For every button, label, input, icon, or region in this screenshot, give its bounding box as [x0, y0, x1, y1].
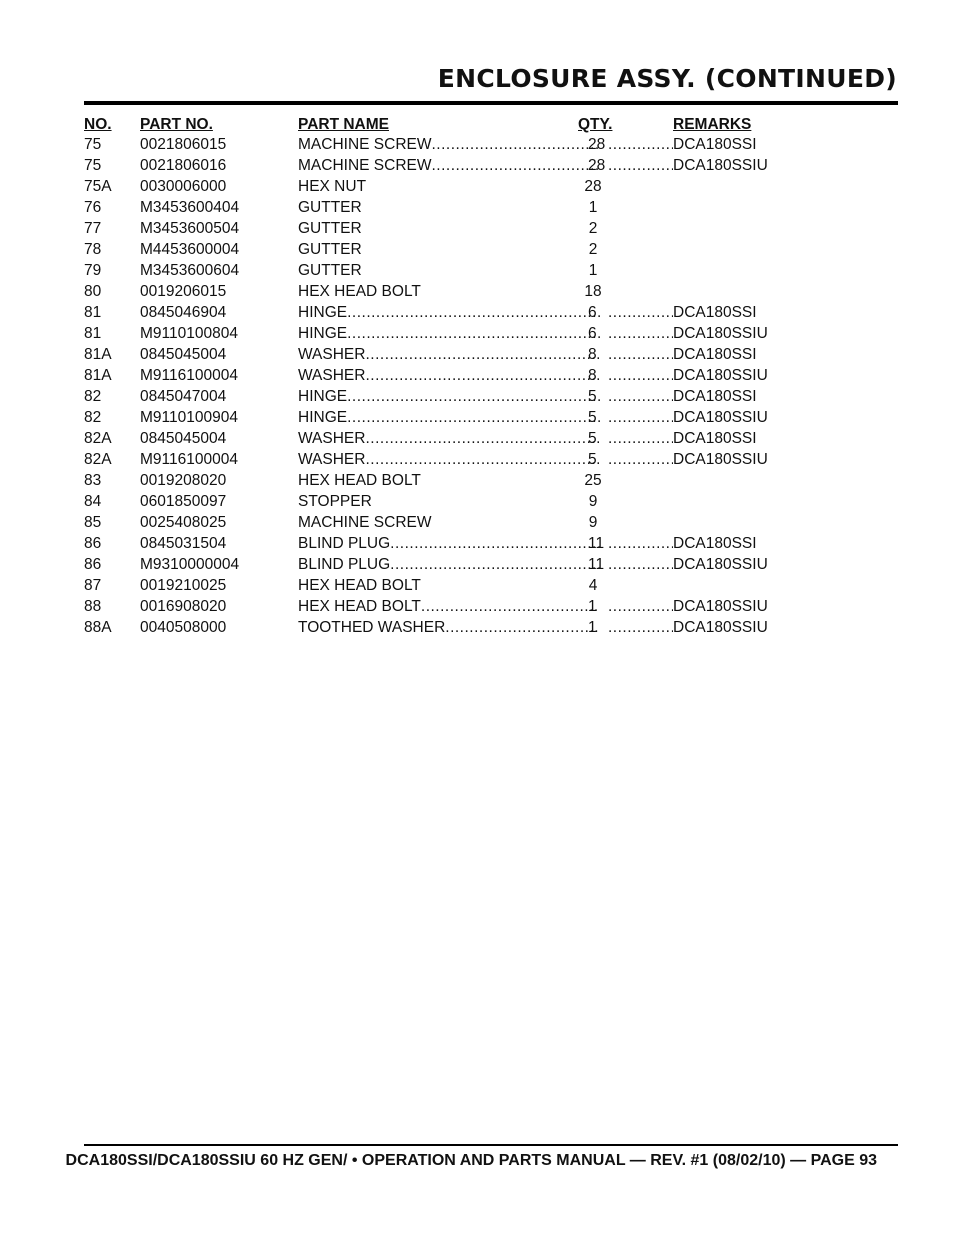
quantity: 1: [588, 199, 598, 216]
dot-leader: [608, 135, 673, 154]
part-number: M9116100004: [140, 367, 238, 384]
part-name-leader: [298, 429, 600, 448]
remarks: DCA180SSIU: [673, 556, 768, 573]
part-number: 0030006000: [140, 178, 227, 195]
quantity: 28: [584, 178, 602, 195]
remarks: DCA180SSIU: [673, 409, 768, 426]
table-row: [84, 324, 784, 345]
part-number: 0021806016: [140, 157, 227, 174]
quantity: 6: [588, 325, 597, 342]
dot-leader: [365, 429, 600, 448]
part-name: BLIND PLUG: [298, 556, 391, 573]
part-name-leader: [298, 324, 600, 343]
dot-leader: [365, 366, 600, 385]
item-no: 78: [84, 241, 102, 258]
quantity: 2: [588, 220, 598, 237]
part-name: HEX HEAD BOLT: [298, 577, 421, 594]
part-number: 0845047004: [140, 388, 227, 405]
item-no: 79: [84, 262, 102, 279]
page-footer: DCA180SSI/DCA180SSIU 60 HZ GEN/ • OPERATION AND PARTS MANUAL — REV. #1 (08/02/10) — PAGE 93: [65, 1152, 877, 1169]
dot-leader: [347, 303, 600, 322]
part-name: MACHINE SCREW: [298, 157, 432, 174]
part-number: 0845031504: [140, 535, 227, 552]
dot-leader: [608, 555, 673, 574]
title-rule: [84, 101, 898, 105]
part-name-leader: [298, 597, 600, 616]
table-row: [84, 576, 784, 597]
quantity: 5: [588, 409, 597, 426]
part-name-leader: [298, 345, 600, 364]
table-row: [84, 282, 784, 303]
part-name-leader: [298, 156, 600, 175]
item-no: 82A: [84, 430, 112, 447]
quantity: 4: [588, 577, 598, 594]
dot-leader: [608, 345, 673, 364]
part-name-leader: [298, 387, 600, 406]
table-row: [84, 177, 784, 198]
part-name: HINGE: [298, 388, 348, 405]
part-number: 0040508000: [140, 619, 227, 636]
part-number: M9110100804: [140, 325, 238, 342]
table-row: [84, 261, 784, 282]
table-row: [84, 198, 784, 219]
part-number: 0025408025: [140, 514, 227, 531]
table-row: [84, 366, 784, 387]
part-name: HINGE: [298, 304, 348, 321]
table-row: [84, 387, 784, 408]
part-name: BLIND PLUG: [298, 535, 391, 552]
remarks: DCA180SSI: [673, 136, 757, 153]
table-row: [84, 135, 784, 156]
quantity: 9: [588, 514, 598, 531]
table-row: [84, 513, 784, 534]
item-no: 82: [84, 388, 102, 405]
part-name-leader: [298, 366, 600, 385]
item-no: 82A: [84, 451, 112, 468]
quantity: 5: [588, 430, 597, 447]
part-number: 0019210025: [140, 577, 227, 594]
item-no: 81: [84, 325, 102, 342]
quantity: 28: [588, 157, 606, 174]
quantity: 11: [588, 535, 605, 552]
header-remarks: REMARKS: [673, 116, 752, 133]
remarks: DCA180SSI: [673, 346, 757, 363]
table-row: [84, 450, 784, 471]
quantity: 18: [584, 283, 602, 300]
quantity: 11: [588, 556, 605, 573]
quantity: 8: [588, 367, 597, 384]
table-header: [84, 115, 784, 135]
part-number: 0845045004: [140, 346, 227, 363]
item-no: 81: [84, 304, 102, 321]
dot-leader: [347, 387, 600, 406]
dot-leader: [365, 450, 600, 469]
quantity: 28: [588, 136, 606, 153]
remarks: DCA180SSIU: [673, 325, 768, 342]
part-number: 0019206015: [140, 283, 227, 300]
item-no: 87: [84, 577, 102, 594]
part-name-leader: [298, 555, 600, 574]
item-no: 82: [84, 409, 102, 426]
part-number: M9110100904: [140, 409, 238, 426]
quantity: 9: [588, 493, 598, 510]
part-name: WASHER: [298, 346, 366, 363]
remarks: DCA180SSIU: [673, 367, 768, 384]
table-row: [84, 429, 784, 450]
dot-leader: [608, 429, 673, 448]
part-number: M3453600604: [140, 262, 240, 279]
part-name-leader: [298, 135, 600, 154]
header-part-name: PART NAME: [298, 116, 389, 133]
dot-leader: [390, 555, 600, 574]
part-number: M3453600504: [140, 220, 240, 237]
header-part-no: PART NO.: [140, 116, 213, 133]
item-no: 84: [84, 493, 102, 510]
part-name-leader: [298, 408, 600, 427]
dot-leader: [445, 618, 600, 637]
part-name: GUTTER: [298, 220, 362, 237]
footer-rule: [84, 1144, 898, 1146]
item-no: 88: [84, 598, 102, 615]
item-no: 76: [84, 199, 102, 216]
remarks: DCA180SSI: [673, 388, 757, 405]
item-no: 88A: [84, 619, 112, 636]
table-row: [84, 219, 784, 240]
table-row: [84, 492, 784, 513]
part-name: GUTTER: [298, 241, 362, 258]
dot-leader: [347, 408, 600, 427]
quantity: 1: [588, 598, 597, 615]
item-no: 80: [84, 283, 102, 300]
item-no: 86: [84, 535, 102, 552]
item-no: 75A: [84, 178, 112, 195]
item-no: 77: [84, 220, 102, 237]
dot-leader: [608, 366, 673, 385]
dot-leader: [608, 408, 673, 427]
part-name: TOOTHED WASHER: [298, 619, 446, 636]
dot-leader: [431, 135, 600, 154]
part-name: GUTTER: [298, 262, 362, 279]
item-no: 75: [84, 136, 102, 153]
dot-leader: [608, 597, 673, 616]
part-name: GUTTER: [298, 199, 362, 216]
item-no: 81A: [84, 367, 112, 384]
table-row: [84, 240, 784, 261]
quantity: 6: [588, 304, 597, 321]
part-name: HEX HEAD BOLT: [298, 283, 421, 300]
quantity: 25: [584, 472, 602, 489]
table-row: [84, 408, 784, 429]
part-name: HEX HEAD BOLT: [298, 598, 421, 615]
dot-leader: [608, 534, 673, 553]
quantity: 5: [588, 388, 597, 405]
remarks: DCA180SSIU: [673, 451, 768, 468]
part-number: M9310000004: [140, 556, 240, 573]
table-row: [84, 534, 784, 555]
quantity: 8: [588, 346, 597, 363]
table-row: [84, 303, 784, 324]
dot-leader: [608, 324, 673, 343]
part-name: HEX NUT: [298, 178, 367, 195]
table-row: [84, 345, 784, 366]
table-row: [84, 597, 784, 618]
item-no: 85: [84, 514, 102, 531]
part-number: 0845045004: [140, 430, 227, 447]
header-no: NO.: [84, 116, 112, 133]
dot-leader: [421, 597, 600, 616]
part-name: HINGE: [298, 325, 348, 342]
dot-leader: [608, 387, 673, 406]
item-no: 86: [84, 556, 102, 573]
part-number: 0016908020: [140, 598, 227, 615]
part-number: M4453600004: [140, 241, 240, 258]
part-name: HEX HEAD BOLT: [298, 472, 421, 489]
dot-leader: [390, 534, 600, 553]
remarks: DCA180SSI: [673, 535, 757, 552]
item-no: 75: [84, 157, 102, 174]
part-name: HINGE: [298, 409, 348, 426]
table-body: [84, 135, 784, 639]
part-name-leader: [298, 618, 600, 637]
part-name: STOPPER: [298, 493, 372, 510]
part-number: 0019208020: [140, 472, 227, 489]
dot-leader: [608, 618, 673, 637]
dot-leader: [608, 156, 673, 175]
quantity: 2: [588, 241, 598, 258]
quantity: 5: [588, 451, 597, 468]
page-title: ENCLOSURE ASSY. (CONTINUED): [437, 64, 897, 93]
quantity: 1: [588, 262, 598, 279]
part-number: 0845046904: [140, 304, 227, 321]
part-number: M9116100004: [140, 451, 238, 468]
part-name: MACHINE SCREW: [298, 514, 432, 531]
dot-leader: [431, 156, 600, 175]
part-name-leader: [298, 534, 600, 553]
part-name: WASHER: [298, 430, 366, 447]
part-name: WASHER: [298, 451, 366, 468]
dot-leader: [608, 303, 673, 322]
dot-leader: [347, 324, 600, 343]
part-number: M3453600404: [140, 199, 240, 216]
item-no: 83: [84, 472, 102, 489]
remarks: DCA180SSI: [673, 430, 757, 447]
table-row: [84, 156, 784, 177]
part-name: WASHER: [298, 367, 366, 384]
remarks: DCA180SSIU: [673, 619, 768, 636]
remarks: DCA180SSIU: [673, 598, 768, 615]
remarks: DCA180SSIU: [673, 157, 768, 174]
part-name-leader: [298, 450, 600, 469]
part-name: MACHINE SCREW: [298, 136, 432, 153]
table-row: [84, 618, 784, 639]
part-name-leader: [298, 303, 600, 322]
part-number: 0021806015: [140, 136, 227, 153]
header-qty: QTY.: [578, 116, 613, 133]
quantity: 1: [588, 619, 597, 636]
dot-leader: [365, 345, 600, 364]
dot-leader: [608, 450, 673, 469]
parts-table: [84, 115, 784, 639]
item-no: 81A: [84, 346, 112, 363]
table-row: [84, 471, 784, 492]
table-row: [84, 555, 784, 576]
part-number: 0601850097: [140, 493, 227, 510]
remarks: DCA180SSI: [673, 304, 757, 321]
